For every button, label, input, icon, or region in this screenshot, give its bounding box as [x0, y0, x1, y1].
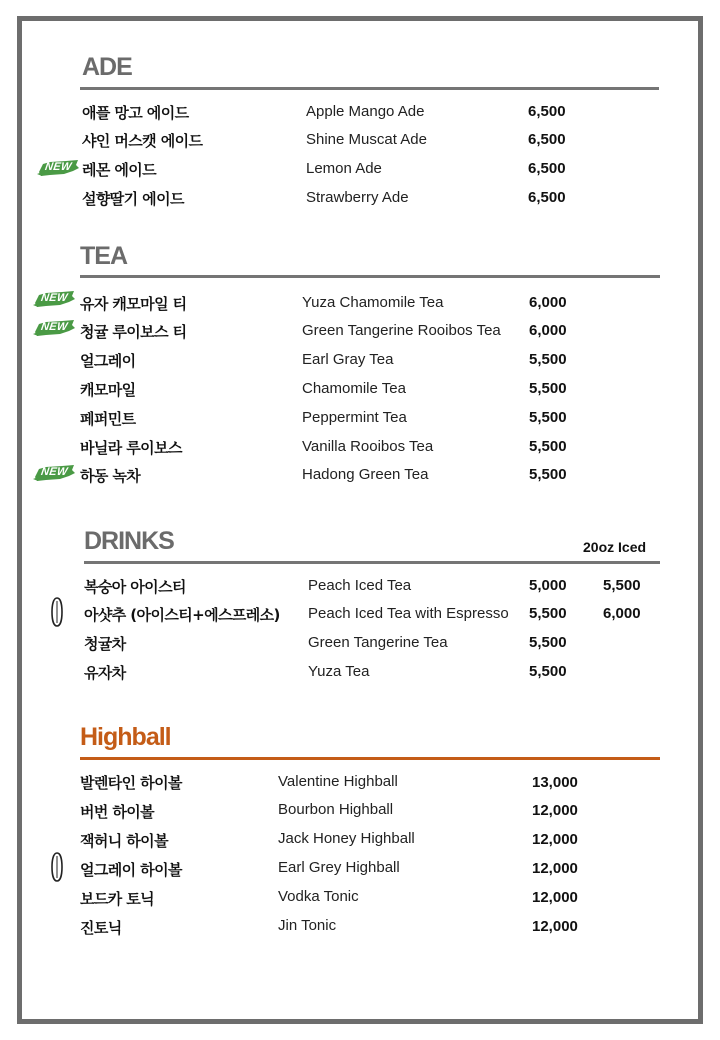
tea-item-name-en: Peppermint Tea: [302, 409, 407, 426]
tea-item-name-en: Hadong Green Tea: [302, 466, 429, 483]
highball-item-name-en: Bourbon Highball: [278, 801, 394, 818]
section-title-ade: ADE: [82, 53, 132, 81]
highball-item-price: 12,000: [532, 889, 578, 906]
tea-item-name-en: Earl Gray Tea: [302, 351, 394, 368]
highball-item-name-ko: 보드카 토닉: [80, 890, 155, 908]
drinks-column-header-20oz: 20oz Iced: [583, 539, 647, 555]
highball-item-name-en: Jin Tonic: [278, 917, 337, 934]
tea-item-name-ko: 유자 캐모마일 티: [80, 295, 187, 313]
highball-item-name-ko: 진토닉: [80, 919, 122, 937]
drinks-item-name-en: Peach Iced Tea with Espresso: [308, 605, 509, 622]
tea-item-price: 6,000: [529, 294, 567, 311]
tea-item-name-ko: 페퍼민트: [80, 410, 136, 428]
highball-item-price: 12,000: [532, 860, 578, 877]
tea-item-price: 5,500: [529, 438, 567, 455]
highball-item-price: 12,000: [532, 918, 578, 935]
new-badge-label: NEW: [40, 466, 69, 478]
section-rule-highball: [80, 757, 660, 760]
highball-item-price: 13,000: [532, 774, 578, 791]
drinks-item-price: 5,500: [529, 663, 567, 680]
tea-item-name-en: Yuza Chamomile Tea: [302, 294, 444, 311]
ade-item-name-en: Apple Mango Ade: [306, 103, 425, 120]
tea-item-price: 5,500: [529, 409, 567, 426]
ade-item-name-en: Strawberry Ade: [306, 189, 409, 206]
section-rule-ade: [80, 87, 659, 90]
highball-item-name-ko: 얼그레이 하이볼: [80, 861, 182, 879]
drinks-item-name-ko: 복숭아 아이스티: [84, 578, 186, 596]
tea-item-name-ko: 청귤 루이보스 티: [80, 323, 187, 341]
drinks-item-price: 5,500: [529, 605, 567, 622]
shot-glass-icon: [50, 597, 64, 627]
section-title-tea: TEA: [80, 242, 127, 270]
tea-item-price: 6,000: [529, 322, 567, 339]
highball-item-price: 12,000: [532, 802, 578, 819]
highball-item-name-en: Jack Honey Highball: [278, 830, 415, 847]
new-badge: [32, 319, 76, 337]
new-badge-label: NEW: [44, 161, 73, 173]
tea-item-price: 5,500: [529, 351, 567, 368]
drinks-item-name-ko: 아샷추 (아이스티+에스프레소): [84, 606, 280, 624]
highball-item-name-ko: 버번 하이볼: [80, 803, 155, 821]
new-badge: [32, 290, 76, 308]
drinks-item-name-en: Green Tangerine Tea: [308, 634, 448, 651]
tea-item-name-ko: 캐모마일: [80, 381, 136, 399]
ade-item-name-ko: 애플 망고 에이드: [82, 104, 189, 122]
shot-glass-icon: [50, 852, 64, 882]
drinks-item-name-en: Yuza Tea: [308, 663, 370, 680]
highball-item-name-ko: 발렌타인 하이볼: [80, 774, 182, 792]
tea-item-name-ko: 얼그레이: [80, 352, 136, 370]
drinks-item-name-ko: 유자차: [84, 664, 126, 682]
ade-item-price: 6,500: [528, 160, 566, 177]
ade-item-name-ko: 샤인 머스캣 에이드: [82, 132, 203, 150]
ade-item-name-ko: 설향딸기 에이드: [82, 190, 184, 208]
ade-item-price: 6,500: [528, 131, 566, 148]
highball-item-name-en: Earl Grey Highball: [278, 859, 400, 876]
ade-item-name-en: Lemon Ade: [306, 160, 382, 177]
ade-item-name-ko: 레몬 에이드: [82, 161, 157, 179]
drinks-item-price-20oz: 5,500: [603, 577, 641, 594]
ade-item-price: 6,500: [528, 103, 566, 120]
ade-item-price: 6,500: [528, 189, 566, 206]
drinks-item-name-en: Peach Iced Tea: [308, 577, 412, 594]
drinks-item-price: 5,500: [529, 634, 567, 651]
section-rule-drinks: [84, 561, 660, 564]
tea-item-price: 5,500: [529, 466, 567, 483]
new-badge: [36, 159, 80, 177]
new-badge-label: NEW: [40, 321, 69, 333]
new-badge-label: NEW: [40, 292, 69, 304]
tea-item-name-en: Green Tangerine Rooibos Tea: [302, 322, 501, 339]
new-badge: [32, 464, 76, 482]
tea-item-price: 5,500: [529, 380, 567, 397]
section-title-drinks: DRINKS: [84, 527, 174, 555]
tea-item-name-ko: 하동 녹차: [80, 467, 141, 485]
drinks-item-name-ko: 청귤차: [84, 635, 126, 653]
highball-item-price: 12,000: [532, 831, 578, 848]
highball-item-name-en: Valentine Highball: [278, 773, 398, 790]
section-rule-tea: [80, 275, 660, 278]
section-title-highball: Highball: [80, 723, 171, 751]
tea-item-name-ko: 바닐라 루이보스: [80, 439, 182, 457]
drinks-item-price: 5,000: [529, 577, 567, 594]
highball-item-name-en: Vodka Tonic: [278, 888, 359, 905]
tea-item-name-en: Vanilla Rooibos Tea: [302, 438, 434, 455]
ade-item-name-en: Shine Muscat Ade: [306, 131, 427, 148]
highball-item-name-ko: 잭허니 하이볼: [80, 832, 168, 850]
drinks-item-price-20oz: 6,000: [603, 605, 641, 622]
tea-item-name-en: Chamomile Tea: [302, 380, 406, 397]
